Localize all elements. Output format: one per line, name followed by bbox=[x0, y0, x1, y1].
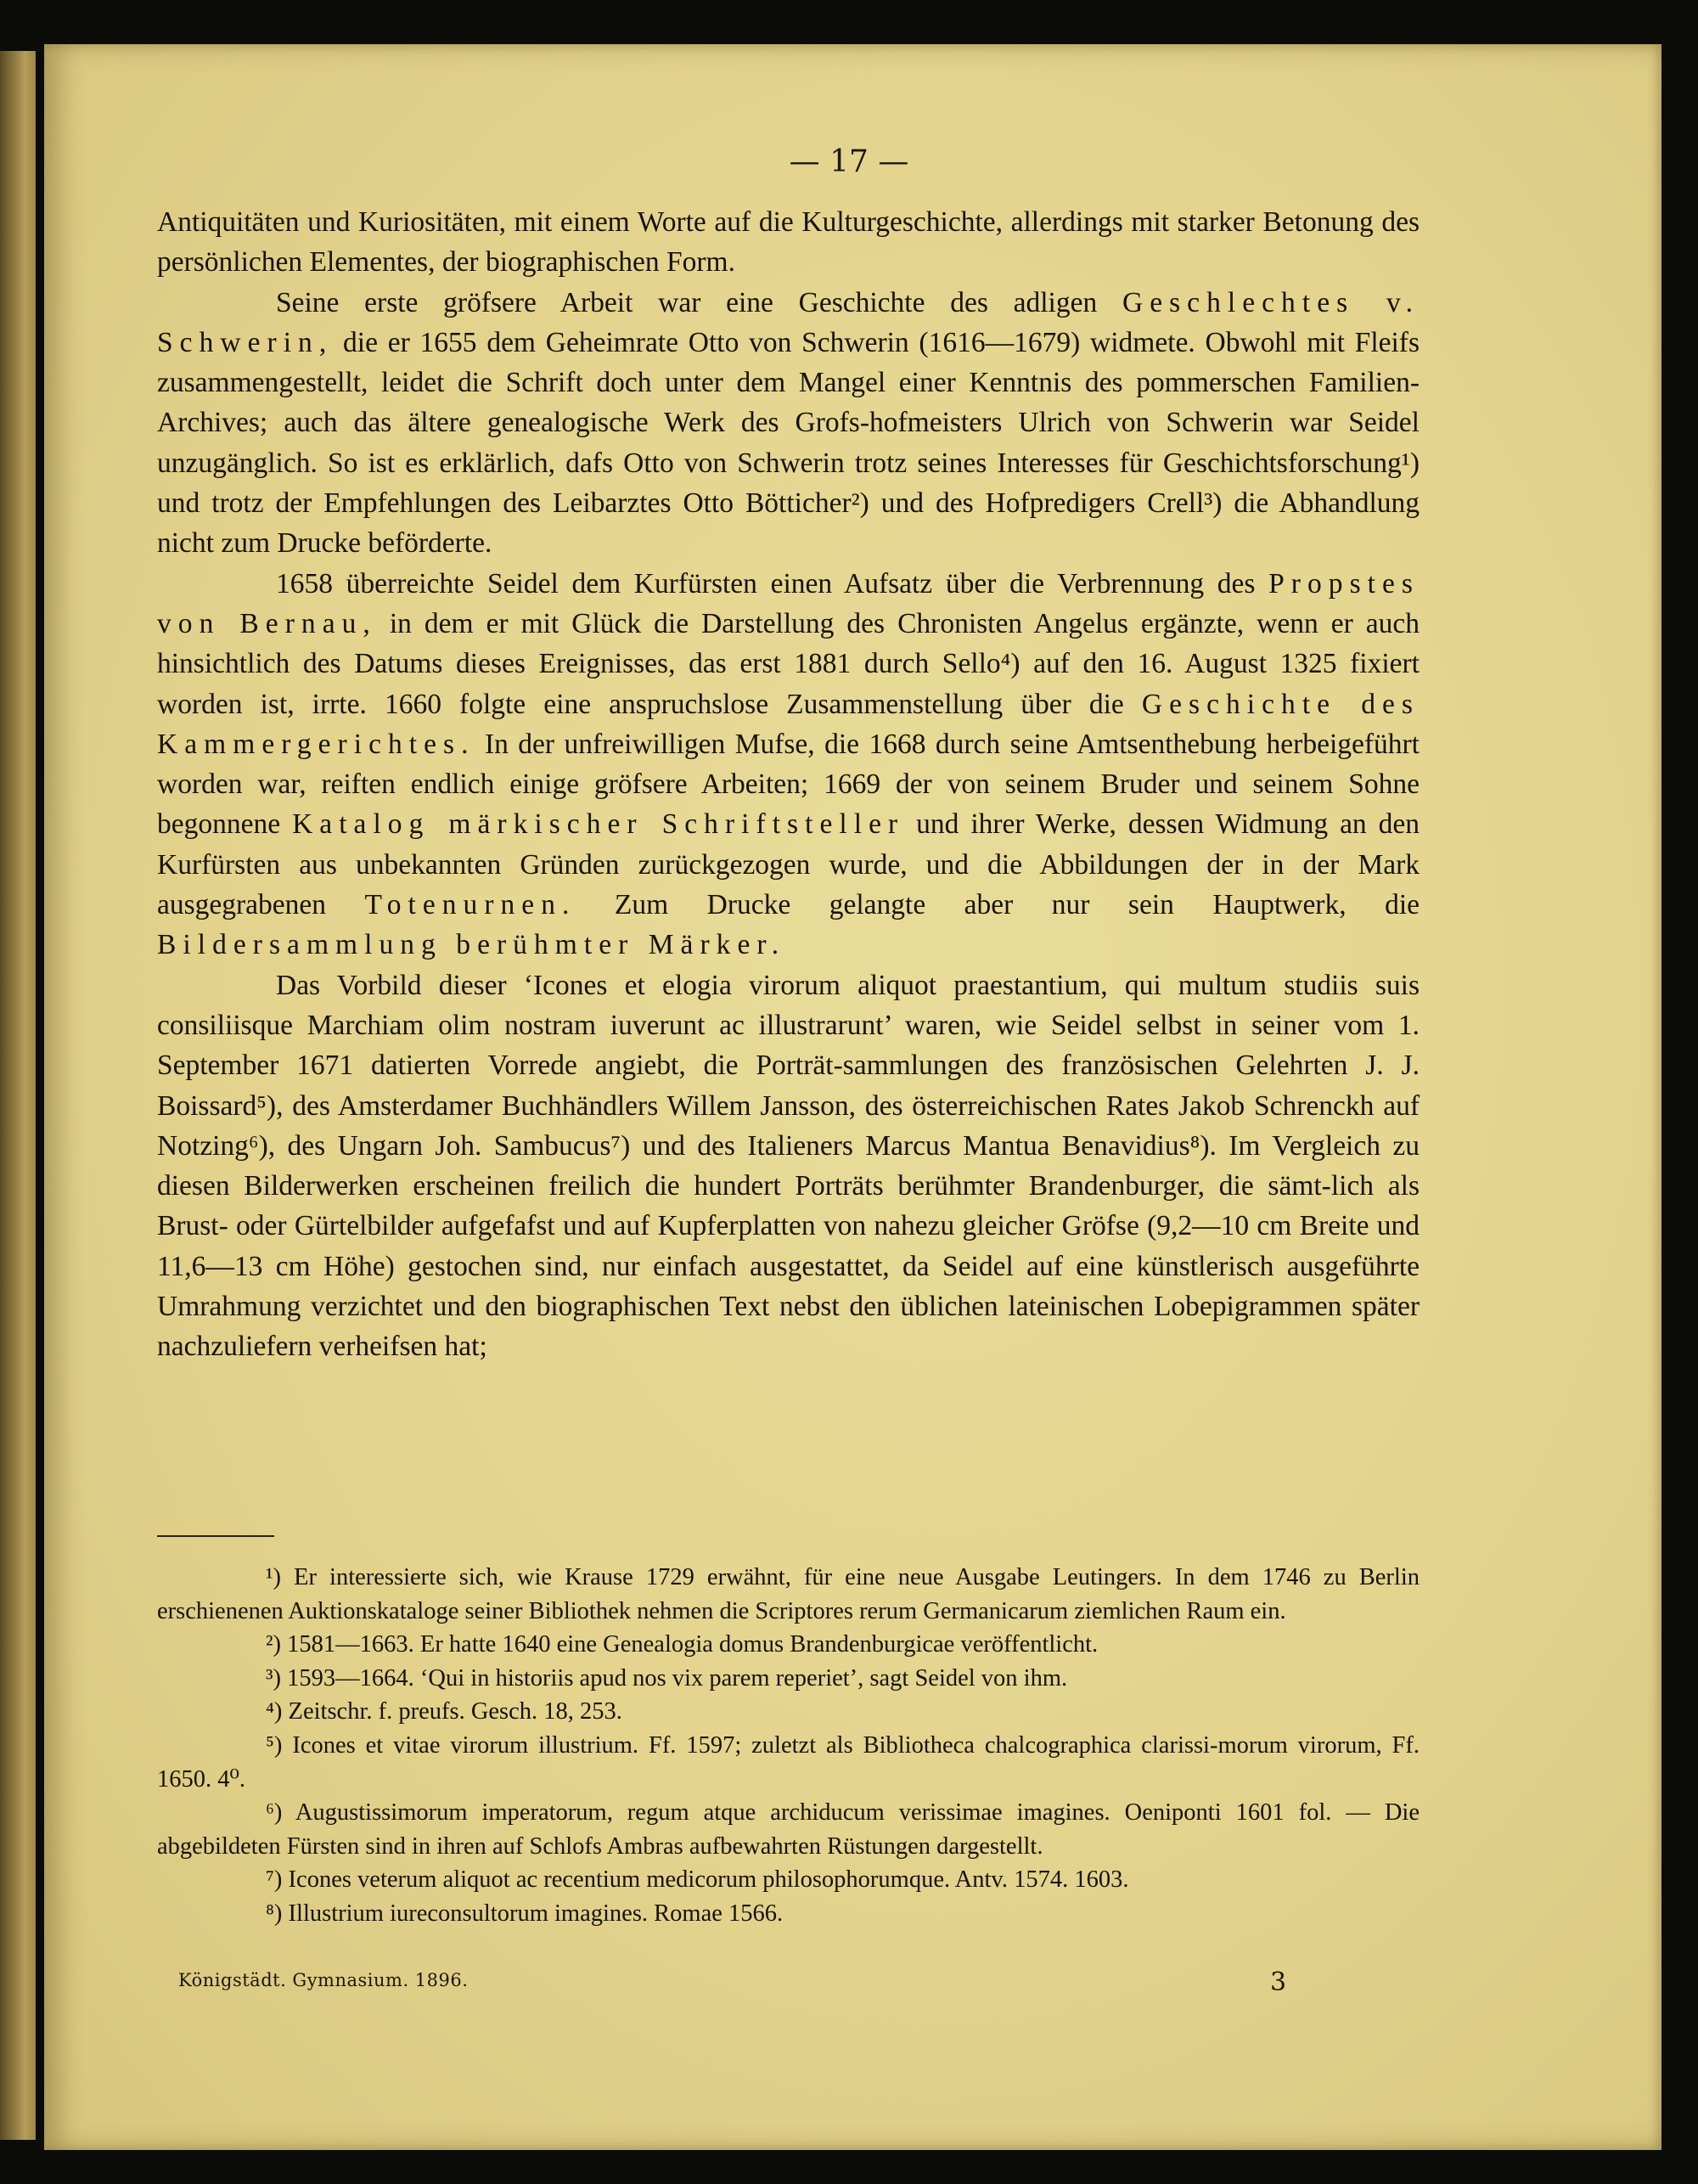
sheet-number: 3 bbox=[1270, 1967, 1287, 1997]
text-run: In der unfreiwilligen Mufse, die 1668 durch seine Amtsenthebung herbeigeführt worden war, reiften endlich einige gröfsere Arbeiten; 1669 der von seinem Bruder und seinem Sohne begonnene bbox=[157, 728, 1420, 841]
previous-page-edge bbox=[0, 51, 36, 2140]
paragraph bbox=[157, 965, 1420, 1367]
footnote: ⁵) Icones et vitae virorum illustrium. Ff. 1597; zuletzt als Bibliotheca chalcographica clarissi-morum virorum, Ff. 1650. 4⁰. bbox=[157, 1731, 1420, 1793]
text-run: Seine erste gröfsere Arbeit war eine Geschichte des adligen bbox=[276, 286, 1122, 318]
spaced-emphasis: Bildersammlung berühmter Märker. bbox=[157, 929, 786, 961]
paragraph bbox=[157, 283, 1420, 564]
spaced-emphasis: Geschlechtes v. Schwerin, bbox=[157, 286, 1420, 358]
footnote: ⁴) Zeitschr. f. preufs. Gesch. 18, 253. bbox=[266, 1698, 622, 1725]
printer-signature: Königstädt. Gymnasium. 1896. bbox=[178, 1970, 469, 1990]
footnotes bbox=[157, 1561, 1420, 1931]
footnote-divider bbox=[157, 1535, 274, 1537]
text-run: die er 1655 dem Geheimrate Otto von Schwerin (1616—1679) widmete. Obwohl mit Fleifs zusammengestellt, leidet die Schrift doch unter dem Mangel einer Kenntnis des pommerschen Familien-Archives; auch das ältere genealogische Werk des Grofs-hofmeisters Ulrich von Schwerin war Seidel unzugänglich. So ist es erklärlich, dafs Otto von Schwerin trotz seines Interesses für Geschichtsforschung¹) und trotz der Empfehlungen des Leibarztes Otto Bötticher²) und des Hofpredigers Crell³) die Abhandlung nicht zum Drucke beförderte. bbox=[157, 326, 1420, 560]
page-number: — 17 — bbox=[789, 144, 909, 179]
body-text bbox=[157, 202, 1420, 1367]
text-run: Das Vorbild dieser ‘Icones et elogia virorum aliquot praestantium, qui multum studiis suis consiliisque Marchiam olim nostram iuverunt ac illustrarunt’ waren, wie Seidel selbst in seiner vom 1. September 1671 datierten Vorrede angiebt, die Porträt-sammlungen des französischen Gelehrten J. J. Boissard⁵), des Amsterdamer Buchhändlers Willem Jansson, des österreichischen Rates Jakob Schrenckh auf Notzing⁶), des Ungarn Joh. Sambucus⁷) und des Italieners Marcus Mantua Benavidius⁸). Im Vergleich zu diesen Bilderwerken erscheinen freilich die hundert Porträts berühmter Brandenburger, die sämt-lich als Brust- oder Gürtelbilder aufgefafst und auf Kupferplatten von nahezu gleicher Gröfse (9,2—10 cm Breite und 11,6—13 cm Höhe) gestochen sind, nur einfach ausgestattet, da Seidel auf eine künstlerisch ausgeführte Umrahmung verzichtet und den biographischen Text nebst den üblichen lateinischen Lobepigrammen später nachzuliefern verheifsen hat; bbox=[157, 969, 1420, 1363]
text-run: Antiquitäten und Kuriositäten, mit einem Worte auf die Kulturgeschichte, allerdings mit starker Betonung des persönlichen Elementes, der biographischen Form. bbox=[157, 206, 1420, 279]
footnote: ⁷) Icones veterum aliquot ac recentium medicorum philosophorumque. Antv. 1574. 1603. bbox=[266, 1866, 1129, 1894]
footnote: ³) 1593—1664. ‘Qui in historiis apud nos vix parem reperiet’, sagt Seidel von ihm. bbox=[266, 1664, 1068, 1691]
footnote: ⁸) Illustrium iureconsultorum imagines. Romae 1566. bbox=[266, 1900, 784, 1927]
text-run: 1658 überreichte Seidel dem Kurfürsten einen Aufsatz über die Verbrennung des bbox=[276, 567, 1269, 599]
spaced-emphasis: Katalog märkischer Schriftsteller bbox=[292, 808, 905, 841]
footnote: ²) 1581—1663. Er hatte 1640 eine Genealogia domus Brandenburgicae veröffentlicht. bbox=[266, 1631, 1099, 1658]
footnote: ⁶) Augustissimorum imperatorum, regum atque archiducum verissimae imagines. Oeniponti 1601 fol. — Die abgebildeten Fürsten sind in ihren auf Schlofs Ambras aufbewahrten Rüstungen dargestellt. bbox=[157, 1799, 1420, 1860]
paragraph bbox=[157, 564, 1420, 965]
spaced-emphasis: Totenurnen. bbox=[364, 889, 576, 921]
paragraph bbox=[157, 202, 1420, 283]
text-run: Zum Drucke gelangte aber nur sein Hauptwerk, die bbox=[576, 889, 1420, 921]
footnote: ¹) Er interessierte sich, wie Krause 1729 erwähnt, für eine neue Ausgabe Leutingers. In dem 1746 zu Berlin erschienenen Auktionskataloge seiner Bibliothek nehmen die Scriptores rerum Germanicarum ziemlichen Raum ein. bbox=[157, 1564, 1420, 1624]
spaced-emphasis: Geschichte des Kammergerichtes. bbox=[157, 688, 1420, 760]
spaced-emphasis: Propstes von Bernau, bbox=[157, 567, 1420, 639]
text-run: und ihrer Werke, dessen Widmung an den Kurfürsten aus unbekannten Gründen zurückgezogen wurde, und die Abbildungen der in der Mark ausgegrabenen bbox=[157, 808, 1420, 921]
text-run: in dem er mit Glück die Darstellung des Chronisten Angelus ergänzte, wenn er auch hinsichtlich des Datums dieses Ereignisses, das erst 1881 durch Sello⁴) auf den 16. August 1325 fixiert worden ist, irrte. 1660 folgte eine anspruchslose Zusammenstellung über die bbox=[157, 607, 1420, 720]
